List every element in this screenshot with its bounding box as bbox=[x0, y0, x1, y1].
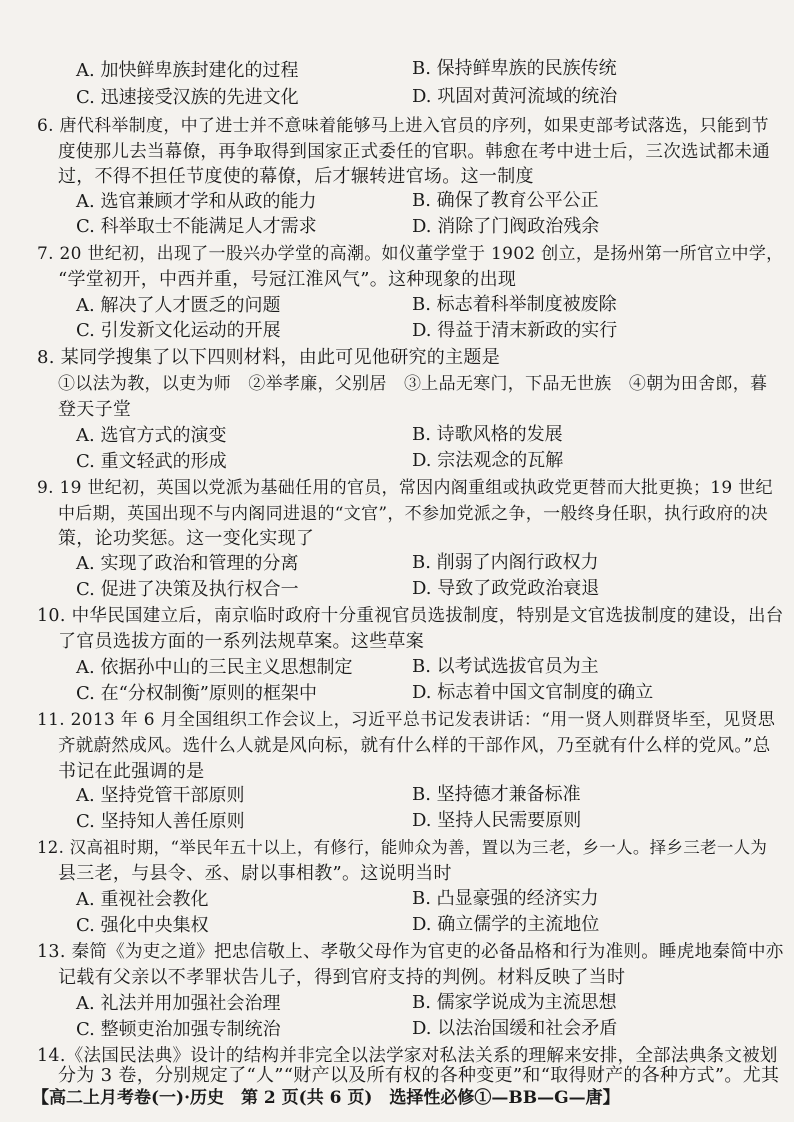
q14-stem-line-1: 14.《法国民法典》设计的结构并非完全以法学家对私法关系的理解来安排，全部法典条文被划 bbox=[37, 1046, 778, 1066]
q6-stem-line-1: 6. 唐代科举制度，中了进士并不意味着能够马上进入官员的序列，如果吏部考试落选，只能到节 bbox=[37, 116, 769, 136]
q6-stem-line-2: 度使那儿去当幕僚，再争取得到国家正式委任的官职。韩愈在考中进士后，三次选试都未通 bbox=[58, 142, 770, 162]
q6-option-c: C. 科举取士不能满足人才需求 bbox=[76, 216, 317, 237]
q7-stem-line-1: 7. 20 世纪初，出现了一股兴办学堂的高潮。如仪董学堂于 1902 创立，是扬州第一所官立中学， bbox=[37, 244, 784, 264]
q12-option-c: C. 强化中央集权 bbox=[76, 915, 209, 936]
q11-option-d: D. 坚持人民需要原则 bbox=[412, 810, 582, 831]
q10-stem-line-2: 了官员选拔方面的一系列法规草案。这些草案 bbox=[58, 631, 424, 652]
q9-option-c: C. 促进了决策及执行权合一 bbox=[76, 579, 299, 600]
q11-stem-line-2: 齐就蔚然成风。选什么人就是风向标，就有什么样的干部作风，乃至就有什么样的党风。”总 bbox=[58, 736, 771, 756]
q10-option-b: B. 以考试选拔官员为主 bbox=[412, 656, 599, 677]
page-footer: 【高二上月考卷(一)·历史 第 2 页(共 6 页) 选择性必修①—BB—G—唐】 bbox=[32, 1088, 620, 1108]
q5-option-a: A. 加快鲜卑族封建化的过程 bbox=[76, 60, 299, 81]
q9-stem-line-3: 策，论功奖惩。这一变化实现了 bbox=[58, 528, 315, 549]
q8-stem-line-2: ①以法为教，以吏为师 ②举孝廉，父别居 ③上品无寒门，下品无世族 ④朝为田舍郎，暮 bbox=[58, 374, 768, 394]
q9-stem-line-2: 中后期，英国出现不与内阁同进退的“文官”，不参加党派之争，一般终身任职，执行政府的决 bbox=[58, 504, 768, 524]
q5-option-d: D. 巩固对黄河流域的统治 bbox=[412, 86, 618, 107]
q9-option-a: A. 实现了政治和管理的分离 bbox=[76, 553, 299, 574]
q12-option-b: B. 凸显豪强的经济实力 bbox=[412, 888, 599, 909]
q7-option-a: A. 解决了人才匮乏的问题 bbox=[76, 295, 281, 316]
q9-option-b: B. 削弱了内阁行政权力 bbox=[412, 552, 599, 573]
q11-stem-line-1: 11. 2013 年 6 月全国组织工作会议上，习近平总书记发表讲话：“用一贤人则群贤毕至，见贤思 bbox=[37, 710, 776, 730]
q11-option-b: B. 坚持德才兼备标准 bbox=[412, 784, 581, 805]
q10-option-c: C. 在“分权制衡”原则的框架中 bbox=[76, 683, 317, 704]
q10-option-d: D. 标志着中国文官制度的确立 bbox=[412, 682, 654, 703]
q7-option-c: C. 引发新文化运动的开展 bbox=[76, 320, 281, 341]
q8-stem-line-1: 8. 某同学搜集了以下四则材料，由此可见他研究的主题是 bbox=[37, 347, 500, 368]
q13-option-a: A. 礼法并用加强社会治理 bbox=[76, 993, 281, 1014]
q12-stem-line-1: 12. 汉高祖时期，“举民年五十以上，有修行，能帅众为善，置以为三老，乡一人。择乡三老一人为 bbox=[37, 838, 768, 857]
q11-option-c: C. 坚持知人善任原则 bbox=[76, 811, 245, 832]
q6-option-a: A. 选官兼顾才学和从政的能力 bbox=[76, 191, 317, 212]
q13-option-c: C. 整顿吏治加强专制统治 bbox=[76, 1019, 281, 1040]
q6-option-d: D. 消除了门阀政治残余 bbox=[412, 216, 600, 237]
q10-option-a: A. 依据孙中山的三民主义思想制定 bbox=[76, 657, 353, 678]
q6-option-b: B. 确保了教育公平公正 bbox=[412, 190, 599, 211]
q11-stem-line-3: 书记在此强调的是 bbox=[58, 761, 205, 782]
q9-option-d: D. 导致了政党政治衰退 bbox=[412, 578, 600, 599]
q12-option-a: A. 重视社会教化 bbox=[76, 889, 209, 910]
q8-option-d: D. 宗法观念的瓦解 bbox=[412, 450, 564, 471]
q10-stem-line-1: 10. 中华民国建立后，南京临时政府十分重视官员选拔制度，特别是文官选拔制度的建设，出台 bbox=[37, 606, 784, 626]
q9-stem-line-1: 9. 19 世纪初，英国以党派为基础任用的官员，常因内阁重组或执政党更替而大批更换；19 世纪 bbox=[37, 478, 773, 498]
q5-option-c: C. 迅速接受汉族的先进文化 bbox=[76, 87, 299, 108]
q7-stem-line-2: “学堂初开，中西并重，号冠江淮风气”。这种现象的出现 bbox=[58, 269, 517, 290]
q13-stem-line-2: 记载有父亲以不孝罪状告儿子，得到官府支持的判例。材料反映了当时 bbox=[58, 967, 626, 988]
q13-stem-line-1: 13. 秦简《为吏之道》把忠信敬上、孝敬父母作为官吏的必备品格和行为准则。睡虎地秦简中亦 bbox=[37, 942, 784, 962]
q8-stem-line-3: 登天子堂 bbox=[58, 399, 132, 420]
q7-option-d: D. 得益于清末新政的实行 bbox=[412, 320, 618, 341]
q6-stem-line-3: 过，不得不担任节度使的幕僚，后才辗转进官场。这一制度 bbox=[58, 166, 534, 187]
q5-option-b: B. 保持鲜卑族的民族传统 bbox=[412, 58, 617, 79]
q8-option-b: B. 诗歌风格的发展 bbox=[412, 424, 563, 445]
q8-option-c: C. 重文轻武的形成 bbox=[76, 451, 227, 472]
q7-option-b: B. 标志着科举制度被废除 bbox=[412, 294, 617, 315]
q11-option-a: A. 坚持党管干部原则 bbox=[76, 785, 245, 806]
q14-stem-line-2: 分为 3 卷，分别规定了“人”“财产以及所有权的各种变更”和“取得财产的各种方式”。尤其 bbox=[58, 1065, 780, 1086]
q13-option-d: D. 以法治国缓和社会矛盾 bbox=[412, 1018, 618, 1039]
q12-option-d: D. 确立儒学的主流地位 bbox=[412, 914, 600, 935]
q13-option-b: B. 儒家学说成为主流思想 bbox=[412, 992, 617, 1013]
q8-option-a: A. 选官方式的演变 bbox=[76, 425, 227, 446]
q12-stem-line-2: 县三老，与县令、丞、尉以事相教”。这说明当时 bbox=[58, 863, 452, 884]
